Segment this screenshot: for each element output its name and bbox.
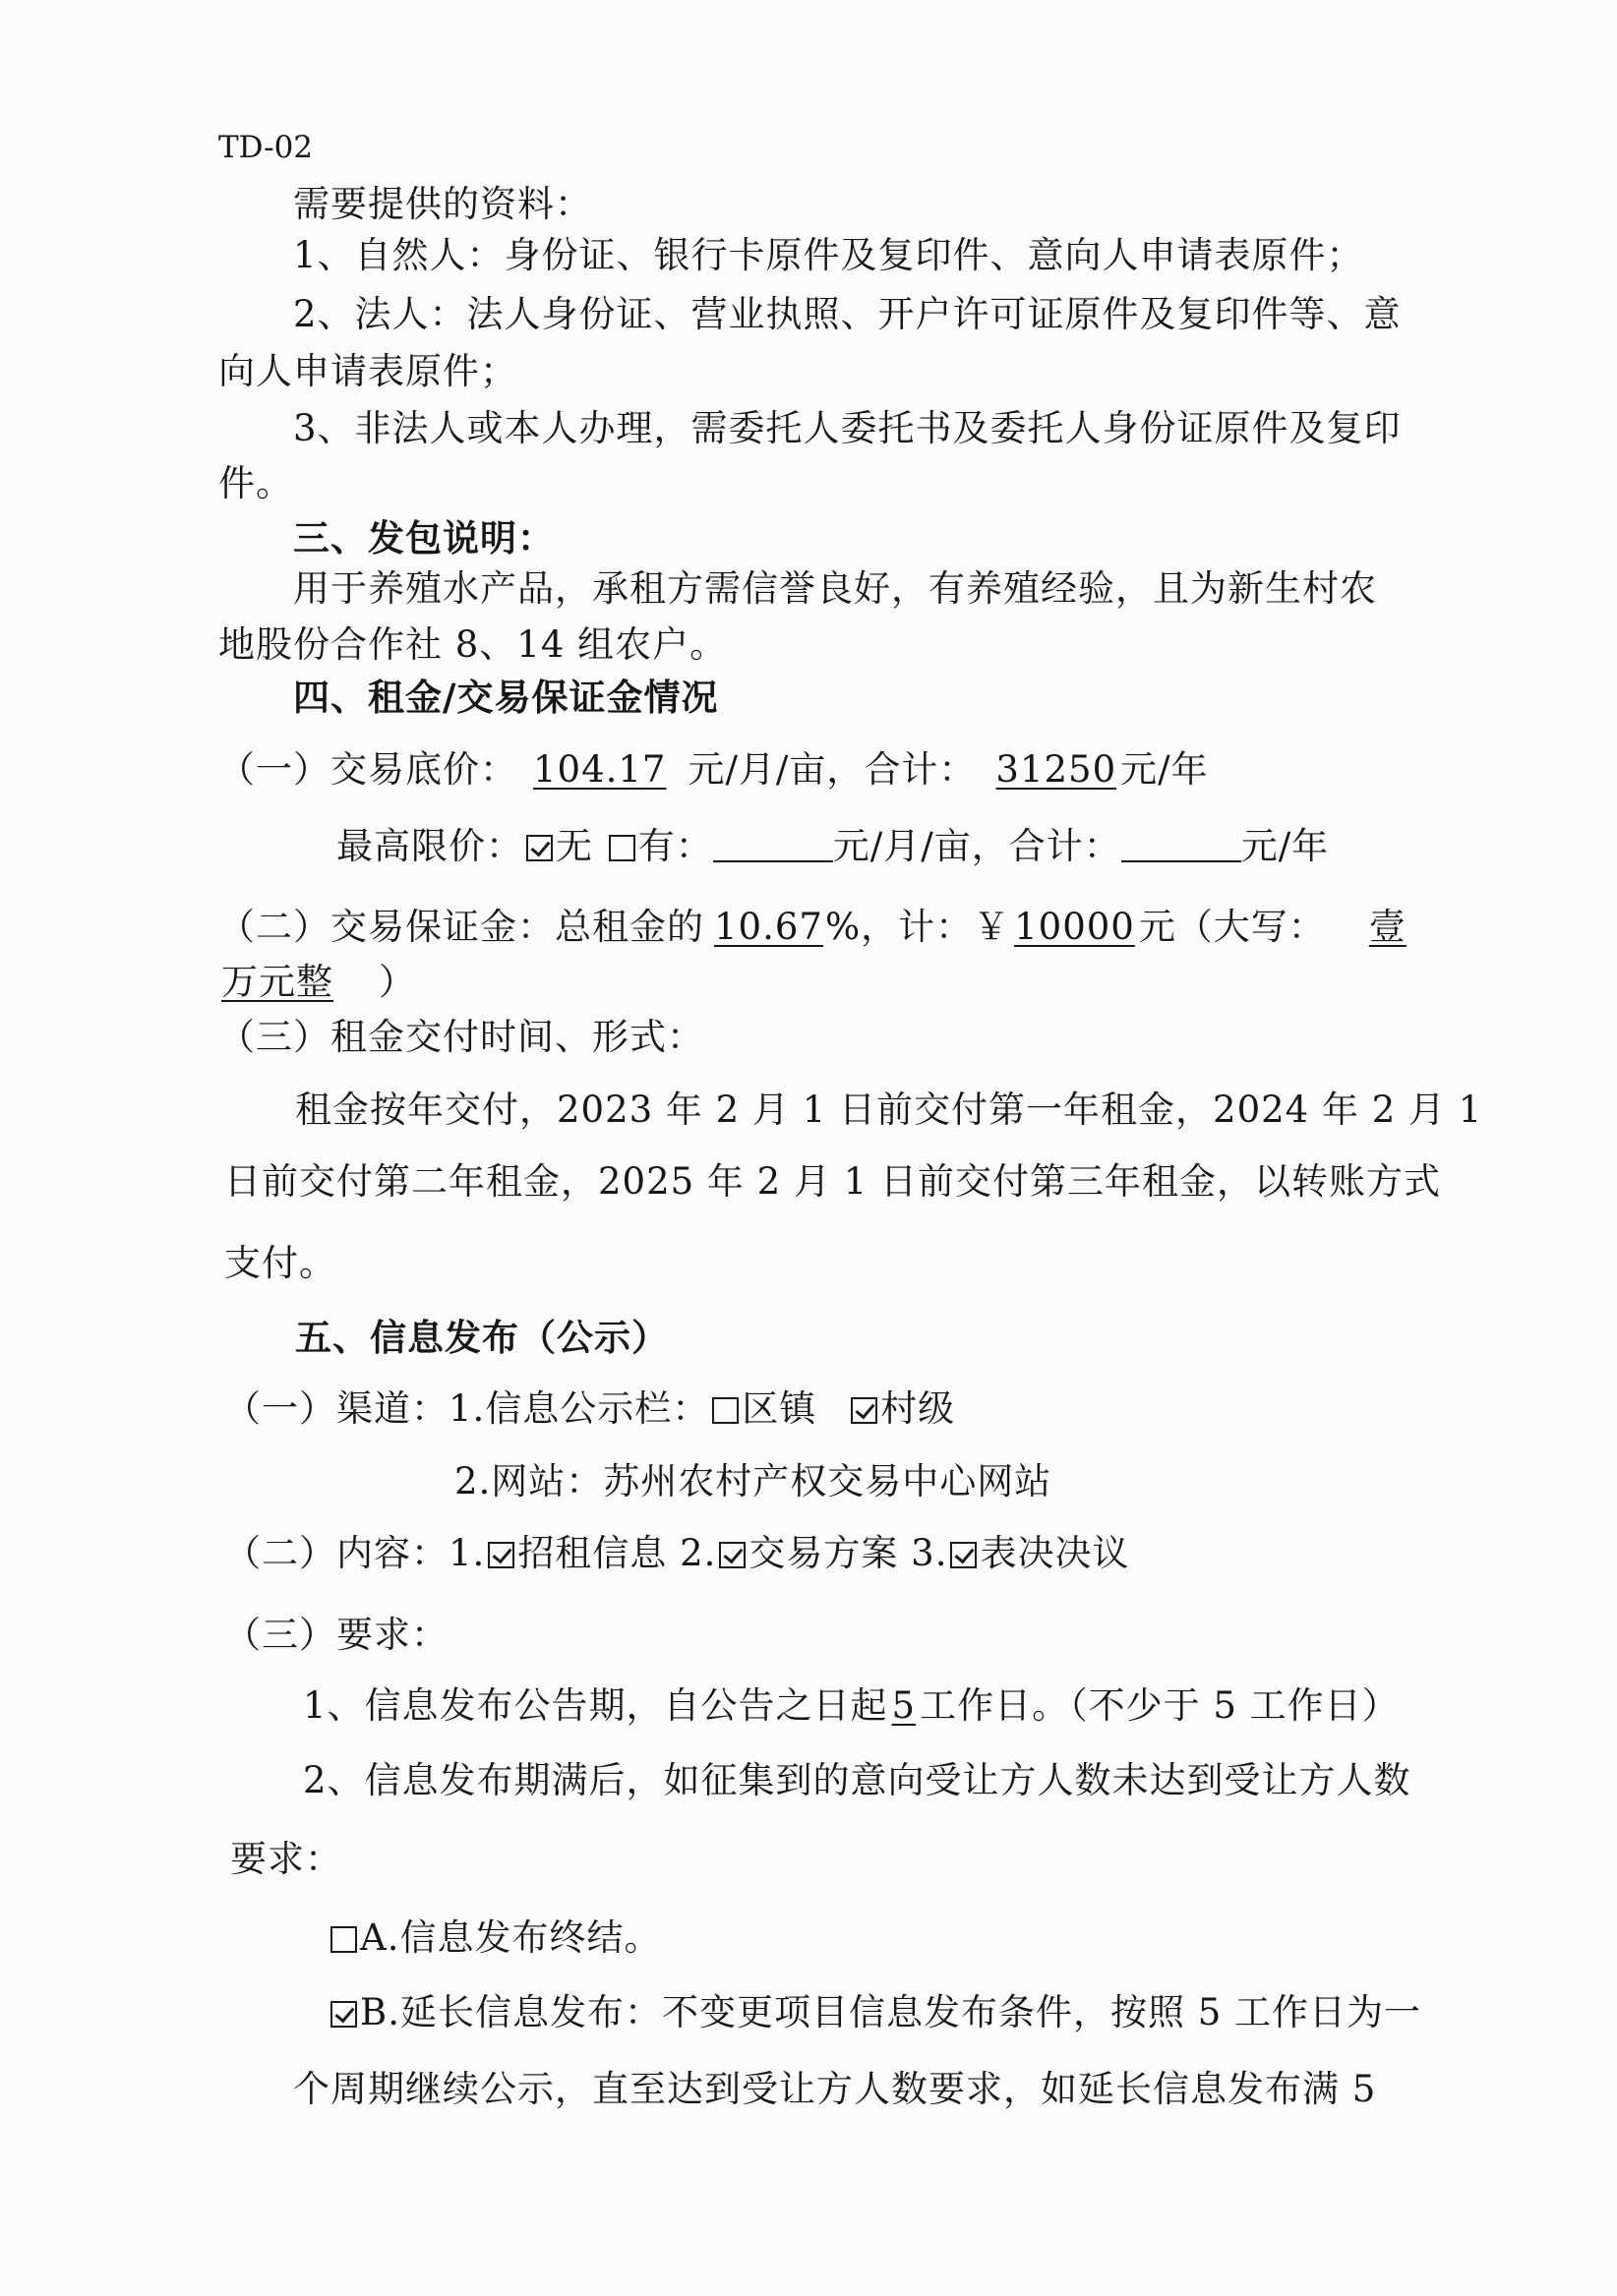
option-a-checkbox[interactable]	[330, 1926, 357, 1953]
channel-website: 2.网站：苏州农村产权交易中心网站	[454, 1460, 1052, 1502]
content-label: （二）内容：1.	[224, 1532, 486, 1574]
option-b-label: B.延长信息发布：不变更项目信息发布条件，按照 5 工作日为一	[360, 1991, 1422, 2033]
materials-item-2-line-1: 2、法人：法人身份证、营业执照、开户许可证原件及复印件等、意	[293, 293, 1402, 335]
doc-code: TD-02	[218, 130, 314, 165]
materials-item-3-line-1: 3、非法人或本人办理，需委托人委托书及委托人身份证原件及复印	[293, 407, 1402, 449]
content-item-2-checkbox[interactable]	[719, 1542, 746, 1568]
content-item-3: 表决决议	[980, 1532, 1130, 1574]
content-item-1: 招租信息 2.	[517, 1532, 717, 1574]
requirement-1	[303, 1683, 1400, 1729]
option-a-label: A.信息发布终结。	[360, 1916, 662, 1959]
deposit-after: 元（大写：	[1138, 906, 1326, 948]
payment-text-line-3: 支付。	[224, 1242, 336, 1284]
deposit-label: （二）交易保证金：总租金的	[218, 906, 704, 948]
base-price-total-unit: 元/年	[1120, 748, 1209, 791]
materials-item-2-line-2: 向人申请表原件；	[218, 350, 517, 392]
option-a-line	[330, 1915, 661, 1961]
max-price-line	[336, 824, 1329, 869]
max-price-unit-blank	[713, 827, 833, 862]
requirement-1-days: 5	[891, 1684, 917, 1727]
deposit-line	[218, 905, 1407, 950]
option-b-checkbox[interactable]	[330, 2001, 357, 2028]
payment-text-line-2: 日前交付第二年租金，2025 年 2 月 1 日前交付第三年租金，以转账方式	[224, 1160, 1442, 1203]
base-price-line	[218, 747, 1209, 793]
section-5-heading: 五、信息发布（公示）	[295, 1316, 669, 1359]
max-price-has-checkbox[interactable]	[609, 835, 635, 861]
channel-village-checkbox[interactable]	[851, 1397, 877, 1424]
payment-heading: （三）租金交付时间、形式：	[218, 1016, 704, 1058]
base-price-total-value: 31250	[995, 748, 1117, 791]
deposit-line-2	[221, 960, 416, 1005]
channel-label: （一）渠道：1.信息公示栏：	[224, 1387, 710, 1430]
section-4-heading: 四、租金/交易保证金情况	[293, 676, 719, 719]
channel-village-label: 村级	[880, 1387, 956, 1430]
materials-heading: 需要提供的资料：	[293, 183, 592, 225]
section-3-text-line-2: 地股份合作社 8、14 组农户。	[218, 623, 728, 666]
option-b-line-2: 个周期继续公示，直至达到受让方人数要求，如延长信息发布满 5	[293, 2068, 1377, 2110]
requirement-1-pre: 1、信息发布公告期，自公告之日起	[303, 1684, 888, 1727]
max-price-total-unit: 元/年	[1240, 825, 1330, 867]
requirement-1-post: 工作日。（不少于 5 工作日）	[920, 1684, 1400, 1727]
deposit-words-2: 万元整	[221, 961, 333, 1003]
payment-text-line-1: 租金按年交付，2023 年 2 月 1 日前交付第一年租金，2024 年 2 月 1	[295, 1089, 1483, 1131]
section-3-heading: 三、发包说明：	[293, 516, 555, 559]
base-price-unit-value: 104.17	[533, 748, 667, 791]
base-price-unit-label: 元/月/亩，合计：	[688, 748, 977, 791]
content-item-3-checkbox[interactable]	[950, 1542, 977, 1568]
max-price-unit-label: 元/月/亩，合计：	[832, 825, 1121, 867]
deposit-close: ）	[379, 961, 416, 1003]
option-b-line-1	[330, 1990, 1421, 2035]
deposit-words-1: 壹	[1368, 906, 1407, 948]
max-price-has-label: 有：	[637, 825, 713, 867]
max-price-none-checkbox[interactable]	[526, 835, 553, 861]
channel-district-label: 区镇	[742, 1387, 817, 1430]
requirement-2-line-2: 要求：	[230, 1838, 342, 1880]
channel-line	[224, 1386, 955, 1432]
content-item-1-checkbox[interactable]	[488, 1542, 514, 1568]
content-line	[224, 1531, 1129, 1576]
deposit-mid: %，计：￥	[824, 906, 1011, 948]
requirement-2-line-1: 2、信息发布期满后，如征集到的意向受让方人数未达到受让方人数	[303, 1759, 1411, 1801]
requirements-heading: （三）要求：	[224, 1614, 449, 1656]
deposit-amount: 10000	[1014, 906, 1135, 948]
materials-item-3-line-2: 件。	[218, 462, 293, 504]
section-3-text-line-1: 用于养殖水产品，承租方需信誉良好，有养殖经验，且为新生村农	[293, 567, 1377, 610]
max-price-total-blank	[1121, 827, 1241, 862]
base-price-label: （一）交易底价：	[218, 748, 517, 791]
deposit-percent: 10.67	[714, 906, 823, 948]
content-item-2: 交易方案 3.	[749, 1532, 948, 1574]
materials-item-1: 1、自然人：身份证、银行卡原件及复印件、意向人申请表原件；	[293, 234, 1364, 276]
max-price-label: 最高限价：	[336, 825, 523, 867]
channel-district-checkbox[interactable]	[712, 1397, 739, 1424]
max-price-none-label: 无	[556, 825, 593, 867]
